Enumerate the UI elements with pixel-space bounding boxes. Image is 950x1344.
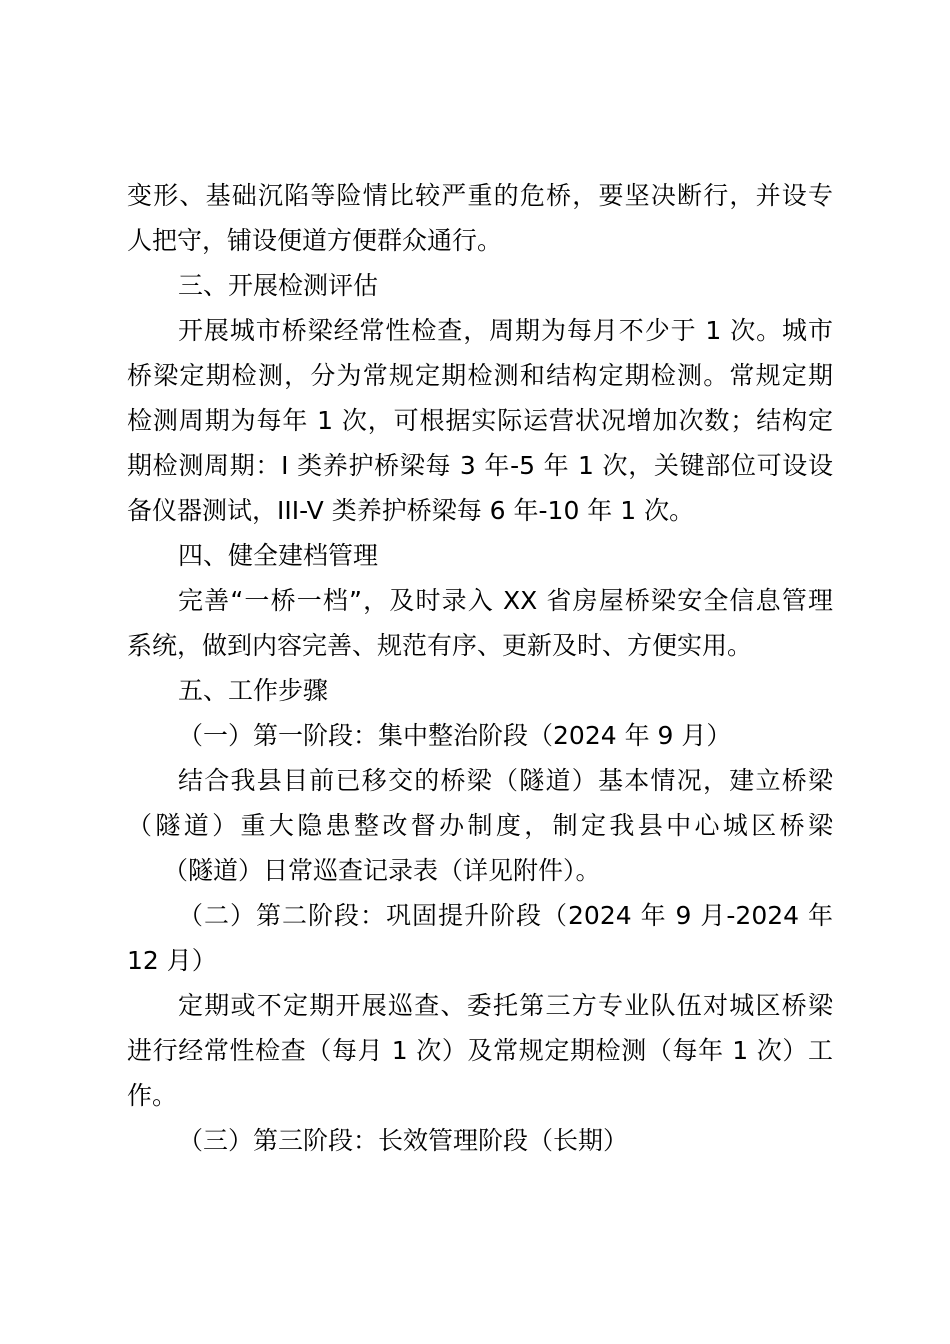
body-line: 定期或不定期开展巡查、委托第三方专业队伍对城区桥梁 (178, 991, 833, 1020)
body-line: （隧道）日常巡查记录表（详见附件）。 (163, 856, 601, 885)
document-body (127, 173, 833, 1163)
body-line: 变形、基础沉陷等险情比较严重的危桥，要坚决断行，并设专 (127, 181, 833, 210)
body-line: （隧道）重大隐患整改督办制度，制定我县中心城区桥梁 (127, 811, 833, 840)
section-heading: 四、健全建档管理 (178, 541, 379, 570)
body-line: 系统，做到内容完善、规范有序、更新及时、方便实用。 (127, 631, 753, 660)
body-line: 备仪器测试，III-V 类养护桥梁每 6 年-10 年 1 次。 (127, 496, 695, 525)
body-line: 完善“一桥一档”，及时录入 XX 省房屋桥梁安全信息管理 (178, 586, 833, 615)
subsection-heading: （二）第二阶段：巩固提升阶段（2024 年 9 月-2024 年 (178, 901, 833, 930)
body-line: 结合我县目前已移交的桥梁（隧道）基本情况，建立桥梁 (178, 766, 833, 795)
subsection-heading: 12 月） (127, 946, 217, 975)
body-line: 人把守，铺设便道方便群众通行。 (127, 226, 503, 255)
section-heading: 五、工作步骤 (178, 676, 329, 705)
subsection-heading: （一）第一阶段：集中整治阶段（2024 年 9 月） (178, 721, 732, 750)
subsection-heading: （三）第三阶段：长效管理阶段（长期） (178, 1126, 629, 1155)
section-heading: 三、开展检测评估 (178, 271, 379, 300)
body-line: 检测周期为每年 1 次，可根据实际运营状况增加次数；结构定 (127, 406, 833, 435)
body-line: 进行经常性检查（每月 1 次）及常规定期检测（每年 1 次）工 (127, 1036, 833, 1065)
body-line: 作。 (127, 1081, 178, 1110)
body-line: 期检测周期：I 类养护桥梁每 3 年-5 年 1 次，关键部位可设设 (127, 451, 833, 480)
body-line: 开展城市桥梁经常性检查，周期为每月不少于 1 次。城市 (178, 316, 833, 345)
body-line: 桥梁定期检测，分为常规定期检测和结构定期检测。常规定期 (127, 361, 833, 390)
